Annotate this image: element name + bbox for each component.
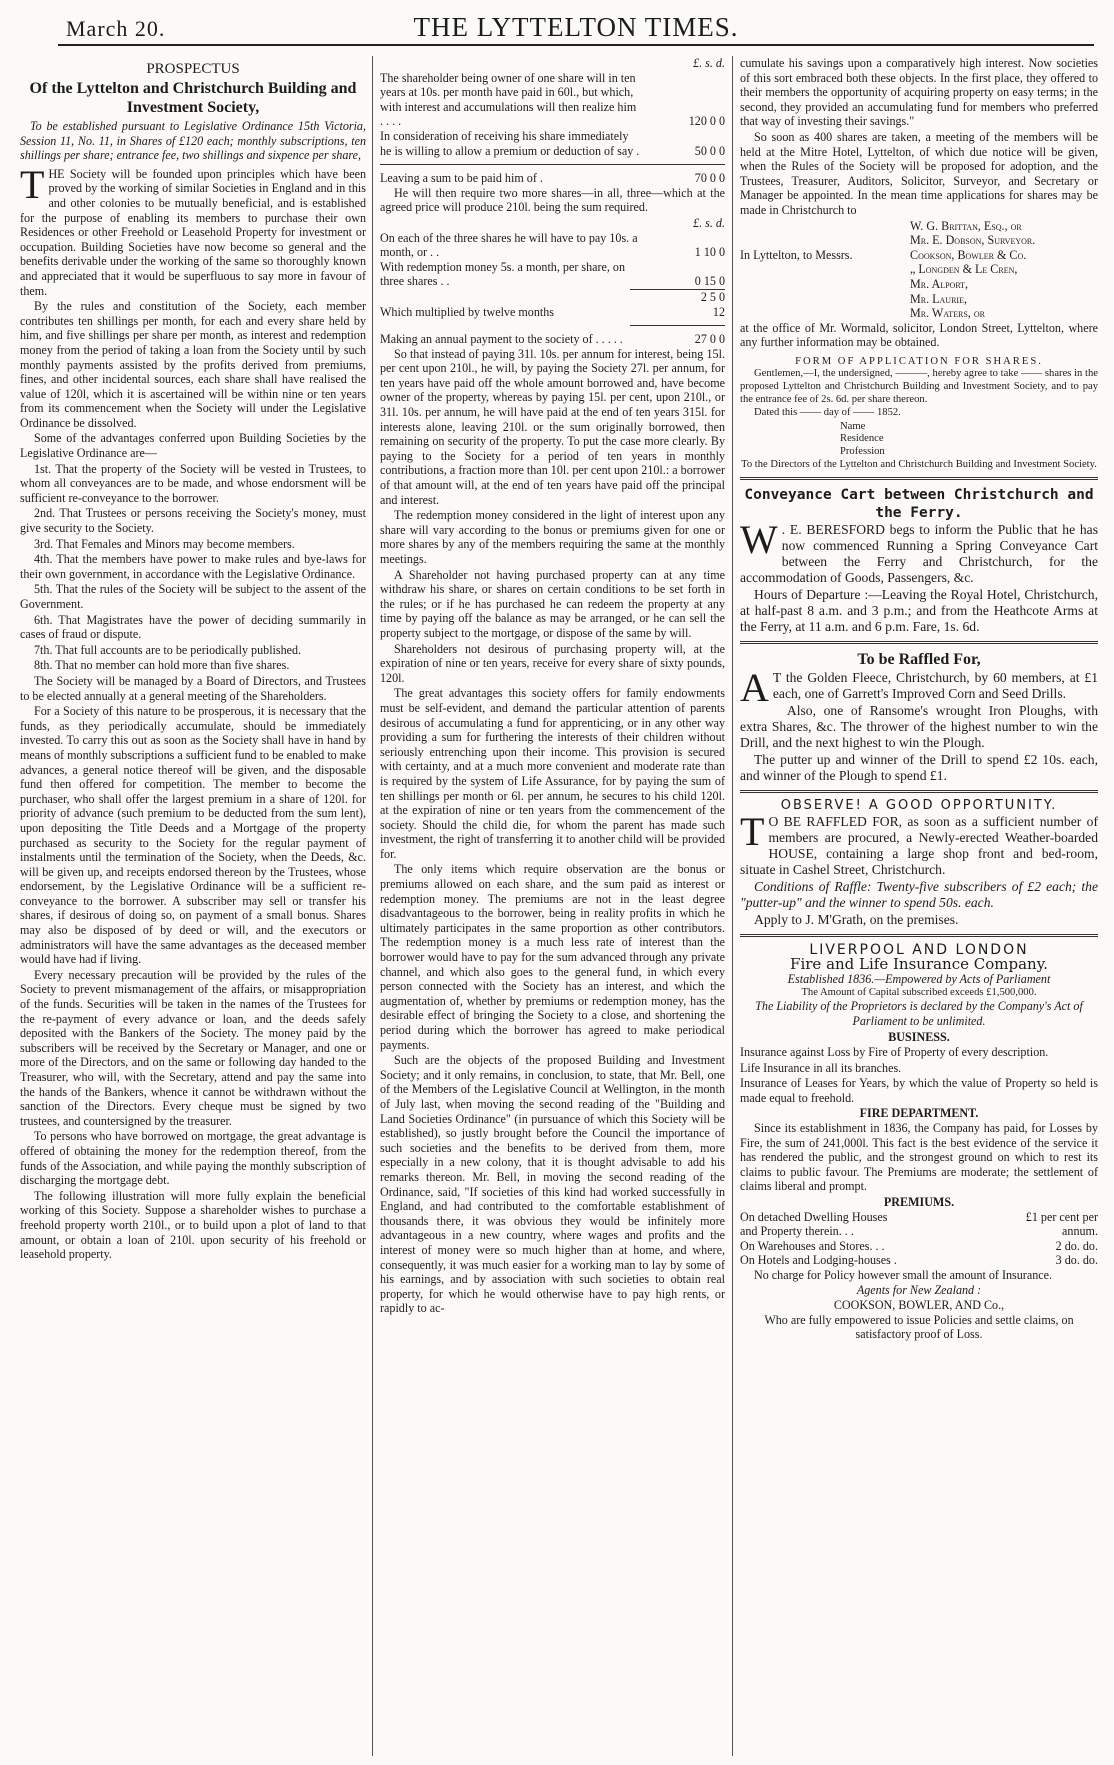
list-item: 1st. That the property of the Society will be vested in Trustees, to whom all conveyances are to be made, and whose endorsment will be sufficient re-conveyance to the borrower. [20, 461, 366, 505]
form-fields: Name Residence Profession [840, 420, 885, 458]
paragraph: Since its establishment in 1836, the Company has paid, for Losses by Fire, the sum of 241,000l. This fact is the best evidence of the service it has rendered the public, and the strongest ground on which to rest its claims to public favour. The Premiums are moderate; the settlement of claims liberal and prompt. [740, 1120, 1098, 1194]
paragraph: To persons who have borrowed on mortgage, the great advantage is offered of obtaining the money for the redemption thereof, from the funds of the Association, and while paying the monthly subscription of discharging the mortgage debt. [20, 1129, 366, 1188]
drop-cap: T [20, 161, 45, 207]
issue-date: March 20. [66, 16, 166, 41]
money-row: On each of the three shares he will have to pay 10s. a month, or . . 1 10 0 [380, 230, 725, 260]
form-dated: Dated this —— day of —— 1852. [754, 407, 901, 419]
divider [630, 325, 725, 326]
list-item: 8th. That no member can hold more than five shares. [34, 658, 290, 673]
money-row: With redemption money 5s. a month, per share, on three shares . . 0 15 0 [380, 259, 725, 289]
form-body: Gentlemen,—I, the undersigned, ———, hereby agree to take —— shares in the proposed Lyttelton and Christchurch Building and Investment Society, and to pay the entrance fee of 2s. 6d. per share thereon. [740, 368, 1098, 405]
newspaper-title: THE LYTTELTON TIMES. [413, 12, 739, 42]
column-2 [380, 56, 725, 1317]
drop-cap: W [740, 517, 778, 563]
paragraph: The only items which require observation are the bonus or premiums allowed on each share, and the sum paid as interest or redemption money. The premiums are not in the least degree disadvantageous to the borrower, being in reality profits in which he ultimately participates in the same proportion as other contributors. The redemption money is a much less rate of interest than the borrower would have to pay for the sum advanced through any private channel, and which also goes to the general fund, in which every person connected with the Society has an interest, and which the augmentation of, whether by premiums or redemption money, has the desirable effect of bringing the Society to a close, and shortening the period during which the borrower has agreed to make periodical payments. [380, 862, 725, 1052]
paragraph: W . E. BERESFORD begs to inform the Public that he has now commenced Running a Spring Conveyance Cart between the Ferry and Christchurch, for the accommodation of Goods, Passengers, &c. [740, 517, 1098, 586]
business-heading: BUSINESS. [888, 1030, 950, 1045]
drop-cap: A [740, 665, 769, 711]
divider [740, 790, 1098, 793]
agents-name: COOKSON, BOWLER, AND Co., [833, 1298, 1005, 1313]
paragraph: No charge for Policy however small the amount of Insurance. [754, 1267, 1052, 1282]
prospectus-heading: PROSPECTUS [146, 61, 240, 77]
paragraph: Insurance against Loss by Fire of Property of every description. [740, 1044, 1049, 1059]
paragraph: T O BE RAFFLED FOR, as soon as a sufficient number of members are procured, a Newly-erected Weather-boarded HOUSE, containing a large shop front and bed-room, situate in Cashel Street, Christchurch. [740, 808, 1098, 877]
paragraph: The redemption money considered in the light of interest upon any share will vary according to the bonus or premiums given for one or more shares by any of the members requiring the same at the monthly meetings. [380, 508, 725, 566]
money-row: 2 5 0 [630, 289, 725, 305]
column-rule [732, 56, 733, 1756]
paragraph: at the office of Mr. Wormald, solicitor, London Street, Lyttelton, where any further information may be obtained. [740, 320, 1098, 350]
insurance-subtitle: Fire and Life Insurance Company. [790, 955, 1048, 974]
list-item: 5th. That the rules of the Society will be subject to the assent of the Government. [20, 582, 366, 611]
society-title: Of the Lyttelton and Christchurch Building and Investment Society, [29, 80, 357, 116]
list-item: 2nd. That Trustees or persons receiving the Society's money, must give security to the Society. [20, 506, 366, 536]
paragraph: The following illustration will more fully explain the beneficial working of this Society. Suppose a shareholder wishes to purchase a freehold property worth 210l., or to build upon a plot of land to that amount, or obtain a loan of 210l. upon security of his freehold or leasehold property. [20, 1188, 366, 1262]
list-item: 4th. That the members have power to make rules and bye-laws for their own government, in accordance with the Legislative Ordinance. [20, 552, 366, 581]
divider [740, 934, 1098, 937]
premiums-heading: PREMIUMS. [883, 1194, 955, 1209]
premium-row: On Hotels and Lodging-houses . 3 do. do. [740, 1253, 1098, 1268]
list-item: 7th. That full accounts are to be periodically published. [34, 642, 302, 657]
paragraph: Conditions of Raffle: Twenty-five subscribers of £2 each; the "putter-up" and the winner to spend 50s. each. [740, 878, 1098, 910]
paragraph: The Society will be managed by a Board of Directors, and Trustees to be elected annually at a general meeting of the Shareholders. [20, 673, 366, 703]
money-row: In consideration of receiving his share immediately he is willing to allow a premium or deduction of say . 50 0 0 [380, 128, 725, 158]
paragraph: Some of the advantages conferred upon Building Societies by the Legislative Ordinance are— [20, 431, 366, 461]
paragraph: The putter up and winner of the Drill to spend £2 10s. each, and winner of the Plough to spend £1. [740, 752, 1098, 784]
paragraph: Apply to J. M'Grath, on the premises. [754, 911, 959, 927]
paragraph: The great advantages this society offers for family endowments must be self-evident, and demand the particular attention of parents desirous of accumulating a fund for apprenticing, or in any other way providing a sum for furthering the interests of their children without seriously entrenching upon their income. This provision is secured with certainty, and at a much more convenient and moderate rate than is required by the system of Life Assurance, for by paying the sum of ten shillings per month or 6l. per annum, he secures to his child 120l. at the expiration of nine or ten years from the commencement of the society. Should the child die, for whom the parent has made such investment, the right of transferring it to another child will be provided for. [380, 686, 725, 861]
money-row: The shareholder being owner of one share will in ten years at 10s. per month have paid in 60l., but which, with interest and accumulations will then realize him . . . . 120 0 0 [380, 70, 725, 129]
divider [380, 164, 725, 165]
fire-heading: FIRE DEPARTMENT. [859, 1106, 979, 1121]
premium-row: On detached Dwelling Houses £1 per cent per [740, 1209, 1098, 1224]
paragraph: So soon as 400 shares are taken, a meeting of the members will be held at the Mitre Hotel, Lyttelton, of which due notice will be given, when the Rules of the Society will be proposed for adoption, and the Trustees, Treasurer, Auditors, Solicitor, Surveyor, and Secretary or Manager be appointed. In the mean time applications for shares may be made in Christchurch to [740, 129, 1098, 217]
insurance-capital: The Amount of Capital subscribed exceeds £1,500,000. [801, 986, 1037, 998]
premium-row: and Property therein. . . annum. [740, 1224, 1098, 1239]
list-item: 6th. That Magistrates have the power of deciding summarily in cases of fraud or dispute. [20, 612, 366, 642]
paragraph: By the rules and constitution of the Society, each member contributes ten shillings per month, for each and every share held by him, and five shillings per share per month, as interest and redemption money from the period of taking a loan from the Society until by such monthly payments assisted by the profits derived from premiums, fines, and other incidental sources, each share shall have realised the value of 120l, which it is ascertained will be within nine or ten years from its commencement when the Society will under the Legislative Ordinance be dissolved. [20, 299, 366, 430]
paragraph: A Shareholder not having purchased property can at any time withdraw his share, or shares on certain conditions to be set forth in the rules; or if he has purchased he can redeem the property at any time by paying off the balance as may be arranged, or he can sell the property subject to the mortgage, or dispose of the same by will. [380, 567, 725, 640]
paragraph: Insurance of Leases for Years, by which the value of Property so held is made equal to freehold. [740, 1076, 1098, 1105]
paragraph: A T the Golden Fleece, Christchurch, by 60 members, at £1 each, one of Garrett's Improved Corn and Seed Drills. [740, 665, 1098, 711]
paragraph: Who are fully empowered to issue Policies and settle claims, on satisfactory proof of Loss. [764, 1312, 1074, 1342]
paragraph: Every necessary precaution will be provided by the rules of the Society to prevent mismanagement of the affairs, or misappropriation of the funds. Securities will be taken in the names of the Trustees for the re-payment of every advance or loan, and the deeds safely deposited with the Bankers of the Society. The money paid by the subscribers will be received by the Secretary or Manager, and one or more of the Directors, and on the same or following day handed to the Treasurer, who will, with the Secretary, attend and pay the same into the hands of the Bankers, whence it cannot be withdrawn without the sanction of the Directors. Every cheque must be signed by two trustees, and countersigned by the treasurer. [20, 967, 366, 1128]
agents-heading: Agents for New Zealand : [856, 1283, 982, 1298]
form-addressee: To the Directors of the Lyttelton and Christchurch Building and Investment Society. [741, 458, 1097, 470]
paragraph: Such are the objects of the proposed Building and Investment Society; and it only remains, in conclusion, to state, that Mr. Bell, one of the Members of the Legislative Council at Wellington, in the month of July last, when moving the second reading of the "Building and Land Societies Ordinance" (in pursuance of which this Society will be established), so justly brought before the Council the importance of such societies and the benefits to be derived from them, more especially in a new colony, that it is thought advisable to add his remarks thereon. Mr. Bell, in moving the second reading of the Ordinance, said, "If societies of this kind had worked successfully in England, and had contributed to the comfortable establishment of thousands there, it was obvious they would be infinitely more advantageous in a new country, where wages and profits and the interest of money were so much higher than at home, and where, consequently, it was much easier for a working man to lay by some of his earnings, and by association with such societies to obtain real property, for which he would otherwise have to pay high rents, or rapidly to ac- [380, 1053, 725, 1316]
prospectus-intro: To be established pursuant to Legislative Ordinance 15th Victoria, Session 11, No. 11, in Shares of £120 each; monthly subscriptions, ten shillings per share; entrance fee, two shillings and sixpence per share, [20, 119, 366, 163]
money-row: Leaving a sum to be paid him of . 70 0 0 [380, 171, 725, 186]
agent-list: W. G. Brittan, Esq., or Mr. E. Dobson, Surveyor. [910, 218, 1036, 248]
money-row: Which multiplied by twelve months 12 [380, 304, 725, 319]
paragraph: THE Society will be founded upon principles which have been proved by the working of similar Societies in England and in this and other colonies to be mutually beneficial, and is established for the purpose of enabling its members to purchase their own Residences or other Freehold or Leasehold Property for investment or occupation. Building Societies have now become so general and the benefits derivable under the working of the same so thoroughly known and appreciated that it would be superfluous to say more in favour of them. [20, 161, 366, 298]
drop-cap: T [740, 808, 765, 854]
column-rule [372, 56, 373, 1756]
paragraph: So that instead of paying 31l. 10s. per annum for interest, being 15l. per cent upon 210l., he will, by paying the Society 27l. per annum, for ten years have paid off the whole amount borrowed and, have become owner of the property, whereas by paying 15l. per cent, upon 210l., or 31l. 10s. per annum, he will have paid at the end of ten years 315l. for interests alone, leaving 210l. or the sum originally borrowed, then remaining on security of the property. To put the case more clearly. By paying to the Society for a period of ten years in monthly contributions, a fraction more than 10l. per cent upon 210l.: a borrower of that amount will, at the end of ten years have paid off the principal and interest. [380, 346, 725, 507]
insurance-liability: The Liability of the Proprietors is declared by the Company's Act of Parliament to be unlimited. [755, 999, 1083, 1028]
raffle-ad-title: To be Raffled For, [857, 651, 981, 669]
paragraph: For a Society of this nature to be prosperous, it is necessary that the funds, as they periodically accumulate, should be immediately invested. To carry this out as soon as the Society shall have in hand by means of monthly subscriptions a sufficient fund to be enabled to make advances, a general notice thereof will be given, and the disposable fund then offered for competition. The member to become the purchaser, who shall offer the largest premium in a share of 120l. for priority of advance (such premium to be deducted from the sum lent), upon depositing the Title Deeds and a Mortgage of the property purchased as security to the Society for the regular payment of instalments until the termination of the Society, when the Deeds, &c. will be given up, and receipts endorsed thereon by the Trustees, whose endorsement, by the Legislative Ordinance will be a sufficient re-conveyance to the borrower. A subscriber may sell or transfer his shares, if desirous of doing so, on payment of a small bonus. Shares may also be disposed of by deed or will, and the executors or administrators will have the same advantages as the deceased member would have had if living. [20, 704, 366, 967]
observe-ad-title: OBSERVE! A GOOD OPPORTUNITY. [780, 798, 1058, 814]
cart-ad-title: Conveyance Cart between Christchurch and the Ferry. [744, 487, 1094, 522]
insurance-established: Established 1836.—Empowered by Acts of Parliament [787, 972, 1051, 986]
agent-list-lyttelton: In Lyttelton, to Messrs. Cookson, Bowler & Co. „ Longden & Le Cren, Mr. Alport, Mr. Laurie, Mr. Waters, or [740, 247, 1027, 321]
paragraph: Also, one of Ransome's wrought Iron Ploughs, with extra Shares, &c. The thrower of the highest number to win the Drill, and the next highest to win the Plough. [740, 703, 1098, 751]
paragraph: He will then require two more shares—in all, three—which at the agreed price will produce 210l. being the sum required. [380, 185, 725, 215]
column-3 [740, 56, 1098, 1343]
paragraph: Life Insurance in all its branches. [740, 1060, 902, 1075]
paragraph: Shareholders not desirous of purchasing property will, at the expiration of nine or ten years, receive for every share of sixty pounds, 120l. [380, 641, 725, 685]
divider [740, 477, 1098, 480]
lsd-header: £. s. d. [693, 215, 725, 230]
paragraph: cumulate his savings upon a comparatively high interest. Now societies of this sort embraced both these objects. In the first place, they offered to their members the opportunity of acquiring property on easy terms; in the second, they provided an accumulating fund for members who preferred that way of investing their savings." [740, 56, 1098, 129]
lsd-header: £. s. d. [693, 56, 725, 70]
form-title: FORM OF APPLICATION FOR SHARES. [795, 355, 1043, 367]
money-row: Making an annual payment to the society of . . . . . 27 0 0 [380, 332, 725, 347]
paragraph: Hours of Departure :—Leaving the Royal Hotel, Christchurch, at half-past 8 a.m. and 3 p.m.; and from the Heathcote Arms at the Ferry, at 11 a.m. and 6 p.m. Fare, 1s. 6d. [740, 587, 1098, 635]
premium-row: On Warehouses and Stores. . . 2 do. do. [740, 1238, 1098, 1253]
list-item: 3rd. That Females and Minors may become members. [34, 536, 295, 551]
divider [740, 641, 1098, 644]
insurance-title: LIVERPOOL AND LONDON [809, 941, 1029, 958]
column-1 [20, 56, 366, 1263]
application-form [740, 356, 1098, 471]
masthead [58, 8, 1094, 46]
